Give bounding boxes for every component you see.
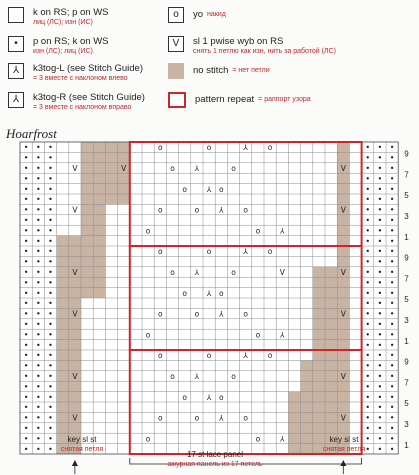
slip-v-icon: V (279, 268, 285, 277)
purl-dot-icon: • (389, 164, 395, 173)
purl-dot-icon: • (365, 382, 371, 392)
purl-dot-icon: • (365, 444, 371, 454)
purl-dot-icon: • (35, 216, 41, 225)
purl-dot-icon: • (23, 309, 29, 319)
purl-dot-icon: • (23, 382, 29, 392)
legend-knit-en: k on RS; p on WS (33, 7, 109, 18)
yo-circle-icon: o (206, 247, 212, 257)
purl-dot-icon: • (48, 257, 53, 267)
purl-dot-icon: • (23, 174, 29, 184)
purl-dot-icon: • (365, 288, 371, 298)
yo-circle-icon: o (145, 330, 151, 340)
purl-dot-icon: • (365, 195, 371, 205)
legend-k3tog-r-en: k3tog-R (see Stitch Guide) (33, 92, 145, 103)
legend-k3tog-r-ru: = 3 вместе с наклоном вправо (33, 104, 132, 111)
row-number: 1 (404, 336, 409, 346)
slip-v-icon: V (340, 372, 346, 381)
purl-dot-icon: • (23, 216, 29, 225)
k3tog-left-icon: ⅄ (12, 65, 20, 76)
yo-circle-icon: o (158, 413, 163, 423)
purl-dot-icon: • (35, 392, 41, 402)
purl-dot-icon: • (35, 309, 41, 319)
yo-circle-icon: o (206, 143, 212, 153)
purl-dot-icon: • (35, 184, 41, 194)
purl-dot-icon: • (48, 320, 53, 329)
purl-dot-icon: • (23, 403, 29, 413)
purl-dot-icon: • (389, 278, 395, 288)
purl-dot-icon: • (35, 164, 41, 173)
yo-circle-icon: o (158, 309, 163, 319)
k3tog-icon: ⅄ (194, 164, 200, 173)
slip-v-icon: V (72, 205, 78, 215)
purl-dot-icon: • (14, 38, 18, 49)
purl-dot-icon: • (35, 403, 41, 413)
purl-dot-icon: • (365, 216, 371, 225)
legend-purl-en: p on RS; k on WS (33, 36, 109, 47)
purl-dot-icon: • (377, 434, 383, 444)
purl-dot-icon: • (23, 257, 29, 267)
purl-dot-icon: • (389, 143, 395, 153)
bottom-label-right-en: key sl st (329, 435, 359, 444)
yo-circle-icon: o (173, 9, 179, 20)
purl-dot-icon: • (365, 413, 371, 423)
slip-v-icon: V (72, 372, 78, 381)
legend-yo-en: yo (193, 9, 204, 20)
purl-dot-icon: • (365, 424, 371, 433)
slip-v-icon: V (340, 309, 346, 319)
purl-dot-icon: • (48, 340, 53, 350)
k3tog-icon: ⅄ (243, 351, 248, 361)
purl-dot-icon: • (48, 299, 53, 309)
legend-repeat-en: pattern repeat (195, 94, 255, 105)
purl-dot-icon: • (377, 444, 383, 454)
purl-dot-icon: • (48, 330, 53, 340)
row-number: 1 (404, 440, 409, 450)
purl-dot-icon: • (377, 247, 383, 257)
yo-circle-icon: o (219, 184, 224, 194)
purl-dot-icon: • (377, 403, 383, 413)
purl-dot-icon: • (365, 434, 371, 444)
purl-dot-icon: • (377, 351, 383, 361)
purl-dot-icon: • (365, 299, 371, 309)
purl-dot-icon: • (389, 174, 395, 184)
purl-dot-icon: • (48, 434, 53, 444)
k3tog-icon: ⅄ (194, 268, 200, 277)
purl-dot-icon: • (389, 257, 395, 267)
row-number: 9 (404, 253, 409, 263)
purl-dot-icon: • (377, 257, 383, 267)
purl-dot-icon: • (389, 247, 395, 257)
purl-dot-icon: • (35, 413, 41, 423)
purl-dot-icon: • (23, 164, 29, 173)
purl-dot-icon: • (377, 184, 383, 194)
purl-dot-icon: • (389, 372, 395, 381)
purl-dot-icon: • (35, 434, 41, 444)
yo-circle-icon: o (158, 247, 163, 257)
purl-dot-icon: • (35, 226, 41, 236)
purl-dot-icon: • (365, 268, 371, 277)
purl-dot-icon: • (48, 153, 53, 163)
k3tog-icon: ⅄ (206, 288, 212, 298)
purl-dot-icon: • (23, 320, 29, 329)
purl-dot-icon: • (35, 236, 41, 246)
purl-dot-icon: • (365, 143, 371, 153)
slip-v-icon: V (72, 268, 78, 277)
purl-dot-icon: • (377, 392, 383, 402)
purl-dot-icon: • (23, 434, 29, 444)
purl-dot-icon: • (389, 361, 395, 371)
purl-dot-icon: • (365, 164, 371, 173)
yo-circle-icon: o (194, 205, 200, 215)
purl-dot-icon: • (35, 288, 41, 298)
legend-no-stitch-ru: = нет петли (232, 67, 270, 74)
purl-dot-icon: • (365, 278, 371, 288)
purl-dot-icon: • (389, 236, 395, 246)
purl-dot-icon: • (48, 268, 53, 277)
yo-circle-icon: o (231, 268, 236, 277)
purl-dot-icon: • (35, 361, 41, 371)
k3tog-icon: ⅄ (280, 226, 285, 236)
legend-slip-ru: снять 1 петлю как изн, нить за работой (ЛС) (193, 48, 336, 55)
purl-dot-icon: • (365, 392, 371, 402)
purl-dot-icon: • (35, 330, 41, 340)
purl-dot-icon: • (48, 444, 53, 454)
purl-dot-icon: • (365, 361, 371, 371)
key-arrow-head-icon (72, 460, 78, 466)
yo-circle-icon: o (243, 205, 248, 215)
yo-circle-icon: o (170, 372, 175, 381)
row-number: 9 (404, 149, 409, 159)
purl-dot-icon: • (389, 184, 395, 194)
yo-circle-icon: o (255, 330, 261, 340)
legend-slip-en: sl 1 pwise wyb on RS (193, 36, 284, 47)
yo-circle-icon: o (267, 351, 273, 361)
purl-dot-icon: • (35, 143, 41, 153)
purl-dot-icon: • (23, 299, 29, 309)
purl-dot-icon: • (48, 164, 53, 173)
k3tog-icon: ⅄ (194, 372, 200, 381)
k3tog-icon: ⅄ (219, 205, 224, 215)
slip-v-icon: V (340, 205, 346, 215)
purl-dot-icon: • (23, 444, 29, 454)
purl-dot-icon: • (48, 309, 53, 319)
row-number: 3 (404, 316, 409, 325)
purl-dot-icon: • (23, 205, 29, 215)
purl-dot-icon: • (377, 340, 383, 350)
row-number: 7 (404, 378, 409, 388)
k3tog-icon: ⅄ (206, 184, 212, 194)
yo-circle-icon: o (158, 143, 163, 153)
yo-circle-icon: o (255, 434, 261, 444)
purl-dot-icon: • (377, 320, 383, 329)
legend-no-stitch-en: no stitch (193, 65, 229, 76)
k3tog-icon: ⅄ (219, 309, 224, 319)
purl-dot-icon: • (365, 226, 371, 236)
no-stitch-area (57, 236, 69, 454)
purl-dot-icon: • (377, 164, 383, 173)
yo-circle-icon: o (206, 351, 212, 361)
purl-dot-icon: • (35, 174, 41, 184)
purl-dot-icon: • (35, 153, 41, 163)
bottom-label-center-en: 17 st lace panel (186, 450, 244, 459)
purl-dot-icon: • (23, 392, 29, 402)
k3tog-icon: ⅄ (280, 330, 285, 340)
purl-dot-icon: • (35, 299, 41, 309)
row-number: 5 (404, 399, 409, 409)
purl-dot-icon: • (389, 205, 395, 215)
purl-dot-icon: • (23, 195, 29, 205)
yo-circle-icon: o (170, 164, 175, 173)
k3tog-right-icon: ⅄ (12, 94, 20, 105)
k3tog-icon: ⅄ (219, 413, 224, 423)
yo-circle-icon: o (158, 205, 163, 215)
yo-circle-icon: o (194, 413, 200, 423)
purl-dot-icon: • (23, 330, 29, 340)
k3tog-icon: ⅄ (243, 143, 248, 153)
yo-circle-icon: o (182, 288, 187, 298)
purl-dot-icon: • (389, 226, 395, 236)
yo-circle-icon: o (145, 226, 151, 236)
purl-dot-icon: • (48, 372, 53, 381)
purl-dot-icon: • (377, 361, 383, 371)
legend-knit-ru: лиц (ЛС); изн (ИС) (33, 19, 93, 26)
purl-dot-icon: • (365, 205, 371, 215)
purl-dot-icon: • (23, 413, 29, 423)
purl-dot-icon: • (48, 226, 53, 236)
yo-circle-icon: o (243, 309, 248, 319)
purl-dot-icon: • (377, 382, 383, 392)
legend-repeat-ru: = раппорт узора (258, 96, 311, 103)
purl-dot-icon: • (23, 153, 29, 163)
slip-v-icon: V (72, 413, 78, 423)
row-number: 1 (404, 232, 409, 242)
yo-circle-icon: o (243, 413, 248, 423)
row-number: 5 (404, 295, 409, 305)
purl-dot-icon: • (365, 247, 371, 257)
bottom-label-left-ru: снятая петля (60, 446, 104, 453)
slip-v-icon: V (121, 164, 127, 173)
purl-dot-icon: • (389, 392, 395, 402)
purl-dot-icon: • (35, 205, 41, 215)
bottom-label-left-en: key sl st (67, 435, 97, 444)
purl-dot-icon: • (48, 403, 53, 413)
purl-dot-icon: • (23, 340, 29, 350)
purl-dot-icon: • (48, 236, 53, 246)
yo-circle-icon: o (219, 288, 224, 298)
purl-dot-icon: • (389, 340, 395, 350)
purl-dot-icon: • (377, 153, 383, 163)
yo-circle-icon: o (145, 434, 151, 444)
purl-dot-icon: • (35, 424, 41, 433)
slip-v-icon: V (340, 413, 346, 423)
purl-dot-icon: • (365, 236, 371, 246)
purl-dot-icon: • (365, 257, 371, 267)
purl-dot-icon: • (23, 268, 29, 277)
purl-dot-icon: • (389, 195, 395, 205)
purl-dot-icon: • (35, 278, 41, 288)
yo-circle-icon: o (231, 372, 236, 381)
bottom-label-left (52, 435, 112, 454)
purl-dot-icon: • (48, 351, 53, 361)
purl-dot-icon: • (389, 330, 395, 340)
purl-dot-icon: • (35, 351, 41, 361)
purl-dot-icon: • (365, 372, 371, 381)
purl-dot-icon: • (389, 351, 395, 361)
legend-purl-ru: изн (ЛС); лиц (ИС) (33, 48, 93, 55)
purl-dot-icon: • (23, 288, 29, 298)
row-number: 7 (404, 274, 409, 284)
slip-v-icon: V (172, 38, 180, 49)
purl-dot-icon: • (35, 257, 41, 267)
purl-dot-icon: • (377, 330, 383, 340)
purl-dot-icon: • (389, 434, 395, 444)
purl-dot-icon: • (35, 268, 41, 277)
legend-k3tog-l-en: k3tog-L (see Stitch Guide) (33, 63, 144, 74)
legend-yo-ru: накид (207, 11, 226, 18)
purl-dot-icon: • (23, 184, 29, 194)
row-number: 9 (404, 357, 409, 367)
yo-circle-icon: o (194, 309, 200, 319)
slip-v-icon: V (72, 309, 78, 319)
purl-dot-icon: • (23, 278, 29, 288)
purl-dot-icon: • (35, 195, 41, 205)
no-stitch-area (81, 142, 93, 298)
yo-circle-icon: o (255, 226, 261, 236)
yo-circle-icon: o (267, 143, 273, 153)
bottom-label-right (314, 435, 374, 454)
purl-dot-icon: • (48, 382, 53, 392)
key-arrow-head-icon (340, 460, 346, 466)
purl-dot-icon: • (389, 268, 395, 277)
slip-v-icon: V (340, 164, 346, 173)
purl-dot-icon: • (377, 216, 383, 225)
purl-dot-icon: • (389, 299, 395, 309)
row-number: 7 (404, 170, 409, 180)
purl-dot-icon: • (23, 372, 29, 381)
yo-circle-icon: o (182, 184, 187, 194)
purl-dot-icon: • (389, 444, 395, 454)
purl-dot-icon: • (377, 205, 383, 215)
purl-dot-icon: • (377, 195, 383, 205)
no-stitch-area (301, 360, 313, 454)
purl-dot-icon: • (35, 382, 41, 392)
yo-circle-icon: o (170, 268, 175, 277)
purl-dot-icon: • (365, 309, 371, 319)
purl-dot-icon: • (48, 195, 53, 205)
purl-dot-icon: • (389, 153, 395, 163)
purl-dot-icon: • (23, 424, 29, 433)
purl-dot-icon: • (389, 288, 395, 298)
purl-dot-icon: • (389, 216, 395, 225)
yo-circle-icon: o (267, 247, 273, 257)
yo-circle-icon: o (219, 392, 224, 402)
purl-dot-icon: • (377, 236, 383, 246)
bottom-label-center (150, 450, 280, 469)
purl-dot-icon: • (377, 288, 383, 298)
purl-dot-icon: • (377, 372, 383, 381)
purl-dot-icon: • (48, 288, 53, 298)
purl-dot-icon: • (377, 226, 383, 236)
purl-dot-icon: • (365, 184, 371, 194)
purl-dot-icon: • (23, 226, 29, 236)
purl-dot-icon: • (365, 340, 371, 350)
k3tog-icon: ⅄ (243, 247, 248, 257)
purl-dot-icon: • (389, 424, 395, 433)
purl-dot-icon: • (377, 309, 383, 319)
slip-v-icon: V (72, 164, 78, 173)
purl-dot-icon: • (23, 247, 29, 257)
purl-dot-icon: • (48, 205, 53, 215)
purl-dot-icon: • (48, 247, 53, 257)
purl-dot-icon: • (377, 424, 383, 433)
purl-dot-icon: • (365, 320, 371, 329)
k3tog-icon: ⅄ (280, 434, 285, 444)
purl-dot-icon: • (23, 361, 29, 371)
purl-dot-icon: • (23, 236, 29, 246)
purl-dot-icon: • (35, 320, 41, 329)
purl-dot-icon: • (48, 184, 53, 194)
no-stitch-area (93, 142, 105, 298)
purl-dot-icon: • (389, 403, 395, 413)
purl-dot-icon: • (377, 268, 383, 277)
legend-k3tog-l-ru: = 3 вместе с наклоном влево (33, 75, 128, 82)
purl-dot-icon: • (377, 299, 383, 309)
purl-dot-icon: • (35, 372, 41, 381)
purl-dot-icon: • (48, 424, 53, 433)
purl-dot-icon: • (389, 320, 395, 329)
purl-dot-icon: • (48, 278, 53, 288)
purl-dot-icon: • (48, 216, 53, 225)
purl-dot-icon: • (35, 444, 41, 454)
purl-dot-icon: • (365, 351, 371, 361)
purl-dot-icon: • (389, 413, 395, 423)
purl-dot-icon: • (365, 174, 371, 184)
purl-dot-icon: • (365, 330, 371, 340)
yo-circle-icon: o (158, 351, 163, 361)
slip-v-icon: V (340, 268, 346, 277)
purl-dot-icon: • (35, 340, 41, 350)
purl-dot-icon: • (377, 278, 383, 288)
purl-dot-icon: • (23, 351, 29, 361)
purl-dot-icon: • (48, 413, 53, 423)
purl-dot-icon: • (35, 247, 41, 257)
purl-dot-icon: • (48, 174, 53, 184)
row-number: 3 (404, 212, 409, 221)
purl-dot-icon: • (48, 361, 53, 371)
purl-dot-icon: • (377, 413, 383, 423)
bottom-label-right-ru: снятая петля (322, 446, 366, 453)
purl-dot-icon: • (365, 153, 371, 163)
purl-dot-icon: • (389, 309, 395, 319)
bottom-label-center-ru: ажурная панель из 17 петель (167, 461, 263, 468)
row-number: 5 (404, 191, 409, 201)
purl-dot-icon: • (377, 174, 383, 184)
row-number: 3 (404, 420, 409, 429)
purl-dot-icon: • (48, 143, 53, 153)
purl-dot-icon: • (389, 382, 395, 392)
yo-circle-icon: o (182, 392, 187, 402)
purl-dot-icon: • (23, 143, 29, 153)
purl-dot-icon: • (377, 143, 383, 153)
purl-dot-icon: • (365, 403, 371, 413)
chart-title: Hoarfrost (6, 126, 57, 141)
k3tog-icon: ⅄ (206, 392, 212, 402)
yo-circle-icon: o (231, 164, 236, 173)
purl-dot-icon: • (48, 392, 53, 402)
